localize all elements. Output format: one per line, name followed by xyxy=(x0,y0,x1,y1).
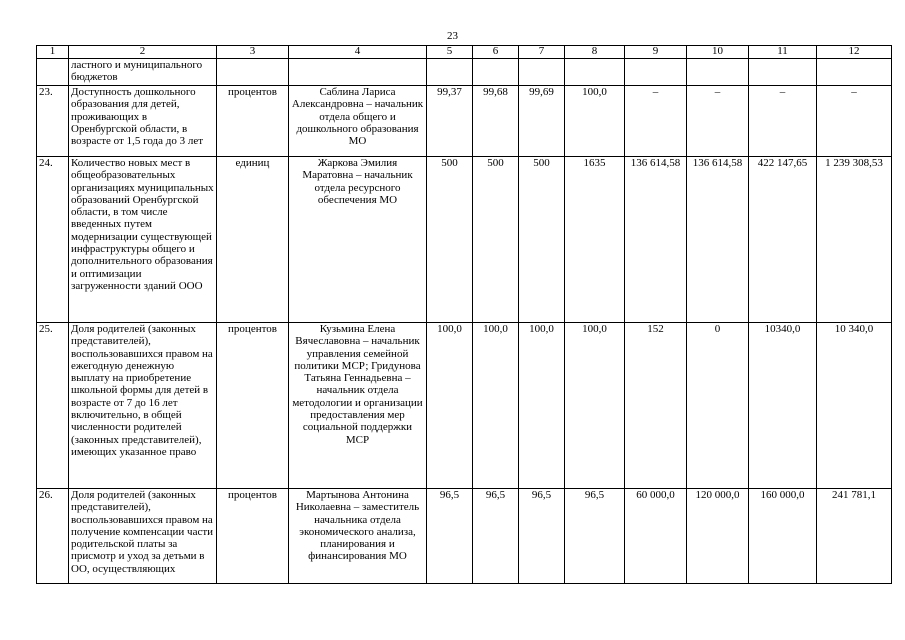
value-col-5: 100,0 xyxy=(427,323,473,489)
unit xyxy=(217,59,289,86)
value-col-5: 99,37 xyxy=(427,86,473,157)
responsible-person xyxy=(289,59,427,86)
responsible-person: Кузьмина Елена Вячеславовна – начальник управления семейной политики МСР; Гридунова Татьяна Геннадьевна – начальник отдела методологии и организации предоставления мер социальной поддержки МСР xyxy=(289,323,427,489)
table-row xyxy=(37,59,892,86)
unit: процентов xyxy=(217,489,289,584)
indicator-name: Доступность дошкольного образования для детей, проживающих в Оренбургской области, в возрасте от 1,5 года до 3 лет xyxy=(69,86,217,157)
row-number: 24. xyxy=(37,157,69,323)
column-header: 4 xyxy=(289,46,427,59)
page-number: 23 xyxy=(447,30,458,42)
table-row xyxy=(37,157,892,323)
value-col-6: 100,0 xyxy=(473,323,519,489)
value-col-10: – xyxy=(687,86,749,157)
value-col-9: 152 xyxy=(625,323,687,489)
value-col-12 xyxy=(817,59,892,86)
value-col-10 xyxy=(687,59,749,86)
column-header: 3 xyxy=(217,46,289,59)
value-col-8: 96,5 xyxy=(565,489,625,584)
value-col-5: 96,5 xyxy=(427,489,473,584)
value-col-12: 10 340,0 xyxy=(817,323,892,489)
column-header: 8 xyxy=(565,46,625,59)
row-number: 25. xyxy=(37,323,69,489)
value-col-9 xyxy=(625,59,687,86)
value-col-12: – xyxy=(817,86,892,157)
column-header: 11 xyxy=(749,46,817,59)
responsible-person: Мартынова Антонина Николаевна – заместитель начальника отдела экономического анализа, планирования и финансирования МО xyxy=(289,489,427,584)
column-header: 9 xyxy=(625,46,687,59)
responsible-person: Жаркова Эмилия Маратовна – начальник отдела ресурсного обеспечения МО xyxy=(289,157,427,323)
value-col-9: 136 614,58 xyxy=(625,157,687,323)
column-header: 7 xyxy=(519,46,565,59)
value-col-5: 500 xyxy=(427,157,473,323)
value-col-11: 160 000,0 xyxy=(749,489,817,584)
unit: процентов xyxy=(217,86,289,157)
value-col-7 xyxy=(519,59,565,86)
indicator-name: Доля родителей (законных представителей), воспользовавшихся правом на получение компенсации части родительской платы за присмотр и уход за детьми в ОО, осуществляющих xyxy=(69,489,217,584)
value-col-6: 96,5 xyxy=(473,489,519,584)
value-col-7: 96,5 xyxy=(519,489,565,584)
table-row xyxy=(37,323,892,489)
value-col-12: 241 781,1 xyxy=(817,489,892,584)
value-col-5 xyxy=(427,59,473,86)
column-header: 10 xyxy=(687,46,749,59)
value-col-8: 1635 xyxy=(565,157,625,323)
value-col-11: 10340,0 xyxy=(749,323,817,489)
value-col-8 xyxy=(565,59,625,86)
value-col-8: 100,0 xyxy=(565,86,625,157)
indicator-name: ластного и муниципального бюджетов xyxy=(69,59,217,86)
value-col-11 xyxy=(749,59,817,86)
value-col-9: 60 000,0 xyxy=(625,489,687,584)
indicator-name: Доля родителей (законных представителей), воспользовавшихся правом на ежегодную денежную выплату на приобретение школьной формы для детей в возрасте от 7 до 16 лет включительно, в общей численности родителей (законных представителей), имеющих указанное право xyxy=(69,323,217,489)
value-col-10: 0 xyxy=(687,323,749,489)
value-col-8: 100,0 xyxy=(565,323,625,489)
value-col-6: 500 xyxy=(473,157,519,323)
value-col-7: 500 xyxy=(519,157,565,323)
responsible-person: Саблина Лариса Александровна – начальник отдела общего и дошкольного образования МО xyxy=(289,86,427,157)
row-number xyxy=(37,59,69,86)
value-col-9: – xyxy=(625,86,687,157)
table-row xyxy=(37,86,892,157)
value-col-6 xyxy=(473,59,519,86)
value-col-7: 99,69 xyxy=(519,86,565,157)
value-col-10: 120 000,0 xyxy=(687,489,749,584)
unit: единиц xyxy=(217,157,289,323)
column-header: 6 xyxy=(473,46,519,59)
value-col-11: – xyxy=(749,86,817,157)
table-row xyxy=(37,489,892,584)
indicator-name: Количество новых мест в общеобразовательных организациях муниципальных образований Оренбургской области, в том числе введенных путем модернизации существующей инфраструктуры общего и дополнительного образования и оптимизации загруженности зданий ООО xyxy=(69,157,217,323)
row-number: 26. xyxy=(37,489,69,584)
indicators-table xyxy=(36,45,892,584)
value-col-11: 422 147,65 xyxy=(749,157,817,323)
column-header: 2 xyxy=(69,46,217,59)
value-col-12: 1 239 308,53 xyxy=(817,157,892,323)
row-number: 23. xyxy=(37,86,69,157)
column-number-header-row xyxy=(37,46,892,59)
value-col-10: 136 614,58 xyxy=(687,157,749,323)
column-header: 12 xyxy=(817,46,892,59)
column-header: 5 xyxy=(427,46,473,59)
unit: процентов xyxy=(217,323,289,489)
value-col-7: 100,0 xyxy=(519,323,565,489)
column-header: 1 xyxy=(37,46,69,59)
value-col-6: 99,68 xyxy=(473,86,519,157)
